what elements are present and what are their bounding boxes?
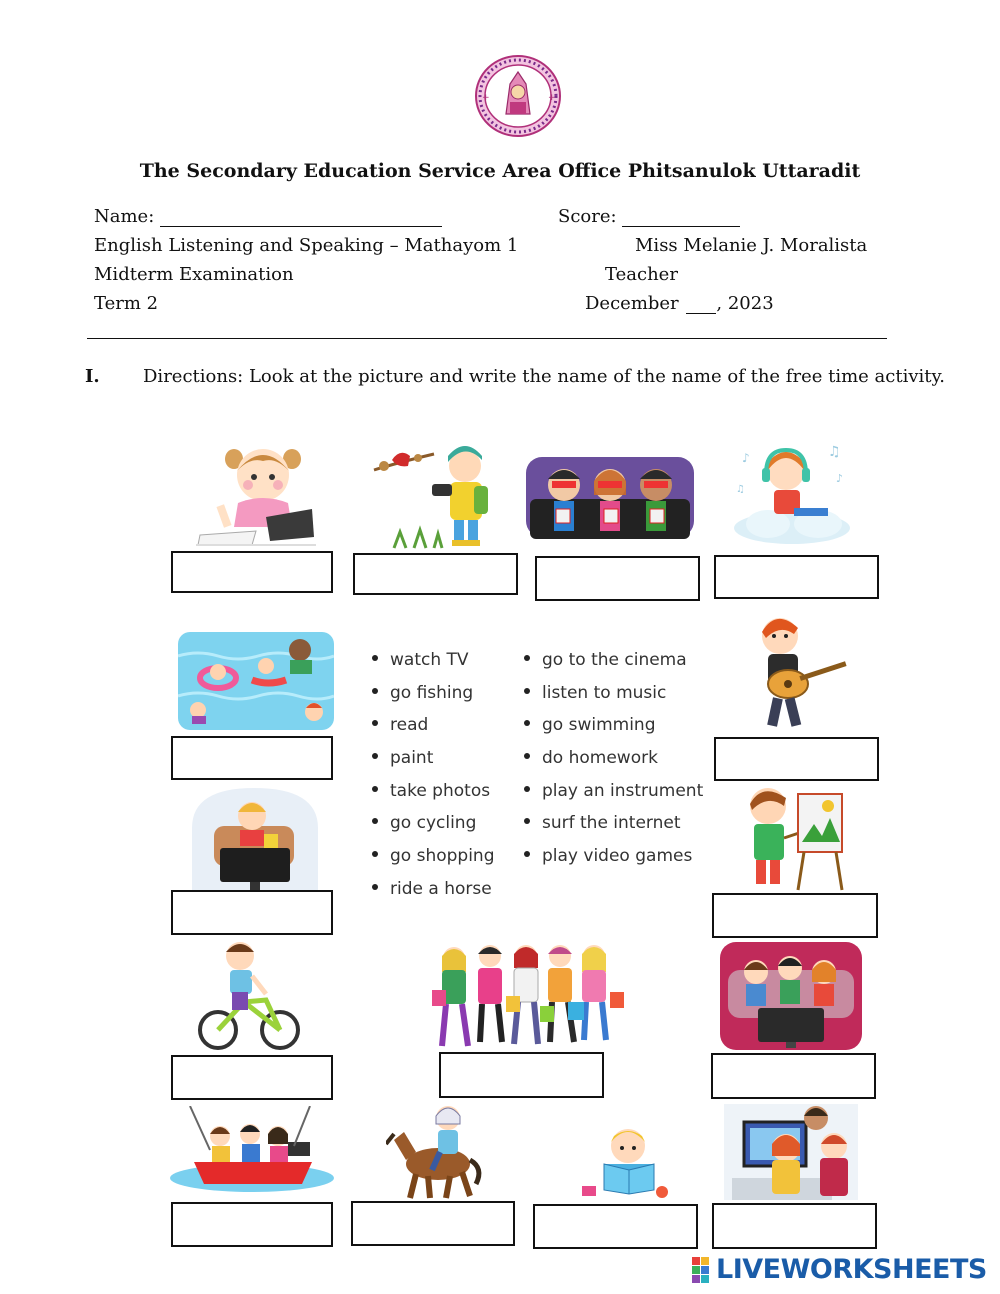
svg-text:+: + (548, 93, 556, 103)
svg-text:♫: ♫ (736, 484, 745, 495)
page-title: The Secondary Education Service Area Office Phitsanulok Uttaradit (139, 160, 861, 182)
answer-input[interactable] (537, 558, 698, 599)
date-month: December (585, 293, 679, 314)
score-line (558, 206, 740, 227)
svg-text:♪: ♪ (836, 472, 844, 485)
answer-box[interactable] (535, 556, 700, 601)
date-line (585, 293, 774, 314)
course-title: English Listening and Speaking – Mathayom 1 (94, 235, 519, 256)
word-bank-text: go fishing (390, 682, 474, 703)
take-photos-picture-icon (370, 432, 490, 550)
answer-box[interactable] (171, 736, 333, 780)
guitar-picture-icon (748, 612, 854, 730)
bullet-icon (372, 884, 378, 890)
directions-text: Directions: Look at the picture and write the name of the name of the free time activity. (143, 366, 945, 387)
swimming-picture-icon (178, 626, 334, 732)
answer-box[interactable] (712, 1203, 877, 1249)
word-bank-item (524, 742, 703, 775)
word-bank-item (524, 644, 703, 677)
word-bank-left (372, 644, 495, 906)
word-bank-text: play an instrument (542, 780, 704, 801)
answer-box[interactable] (439, 1052, 604, 1098)
word-bank-item (372, 742, 495, 775)
answer-input[interactable] (173, 738, 331, 778)
word-bank-right (524, 644, 703, 873)
term-label: Term 2 (94, 293, 159, 314)
answer-input[interactable] (716, 739, 877, 779)
word-bank-item (524, 709, 703, 742)
teacher-name: Miss Melanie J. Moralista (635, 235, 868, 256)
score-label: Score: (558, 206, 617, 227)
word-bank-text: go cycling (390, 813, 477, 834)
word-bank-item (372, 807, 495, 840)
listen-music-picture-icon (728, 432, 858, 548)
bullet-icon (372, 720, 378, 726)
word-bank-text: go shopping (390, 846, 495, 867)
word-bank-item (372, 840, 495, 873)
word-bank-text: go to the cinema (542, 650, 687, 670)
answer-input[interactable] (714, 895, 876, 936)
svg-text:+: + (482, 93, 490, 103)
exam-title: Midterm Examination (94, 264, 294, 285)
name-label: Name: (94, 206, 155, 227)
answer-input[interactable] (713, 1055, 874, 1097)
name-blank[interactable] (160, 226, 442, 227)
word-bank-text: read (390, 715, 429, 736)
video-games-picture-icon (190, 788, 320, 892)
date-day-blank[interactable] (686, 313, 716, 314)
word-bank-item (524, 775, 703, 808)
answer-input[interactable] (353, 1203, 513, 1244)
answer-box[interactable] (714, 555, 879, 599)
word-bank-text: watch TV (390, 650, 469, 670)
word-bank-text: go swimming (542, 715, 656, 736)
word-bank-text: do homework (542, 748, 658, 769)
bullet-icon (372, 818, 378, 824)
bullet-icon (372, 753, 378, 759)
watch-tv-picture-icon (720, 942, 862, 1050)
word-bank-text: paint (390, 748, 434, 769)
word-bank-item (372, 677, 495, 710)
bullet-icon (372, 851, 378, 857)
answer-input[interactable] (714, 1205, 875, 1247)
cycling-picture-icon (196, 940, 302, 1052)
bullet-icon (524, 851, 530, 857)
header-divider (87, 338, 887, 339)
bullet-icon (524, 655, 530, 661)
shopping-picture-icon (428, 942, 628, 1050)
score-blank[interactable] (622, 226, 740, 227)
word-bank-item (372, 644, 495, 677)
answer-box[interactable] (171, 890, 333, 935)
word-bank-item (524, 677, 703, 710)
bullet-icon (372, 688, 378, 694)
word-bank-item (524, 807, 703, 840)
word-bank-text: surf the internet (542, 813, 681, 834)
svg-text:♫: ♫ (828, 444, 841, 460)
word-bank-text: play video games (542, 846, 693, 867)
do-homework-picture-icon (196, 437, 321, 547)
svg-text:♪: ♪ (742, 451, 750, 465)
bullet-icon (524, 720, 530, 726)
teacher-label: Teacher (605, 264, 678, 285)
answer-input[interactable] (173, 1204, 331, 1245)
answer-box[interactable] (533, 1204, 698, 1249)
bullet-icon (524, 786, 530, 792)
answer-box[interactable] (171, 1202, 333, 1247)
answer-input[interactable] (173, 553, 331, 591)
section-number: I. (85, 366, 100, 387)
word-bank-item (372, 709, 495, 742)
bullet-icon (372, 655, 378, 661)
answer-box[interactable] (714, 737, 879, 781)
word-bank-text: ride a horse (390, 878, 492, 899)
fishing-picture-icon (170, 1106, 336, 1198)
horse-riding-picture-icon (386, 1104, 486, 1200)
reading-picture-icon (576, 1128, 672, 1200)
name-line (94, 206, 442, 227)
answer-box[interactable] (353, 553, 518, 595)
answer-box[interactable] (171, 1055, 333, 1100)
word-bank-item (524, 840, 703, 873)
date-year: , 2023 (716, 293, 774, 314)
bullet-icon (524, 818, 530, 824)
answer-input[interactable] (441, 1054, 602, 1096)
answer-box[interactable] (711, 1053, 876, 1099)
cinema-picture-icon (526, 455, 694, 549)
school-seal-icon (474, 54, 562, 138)
word-bank-item (372, 873, 495, 906)
liveworksheets-brand[interactable]: LIVEWORKSHEETS (716, 1254, 987, 1285)
painting-picture-icon (738, 784, 848, 892)
answer-box[interactable] (712, 893, 878, 938)
answer-input[interactable] (355, 555, 516, 593)
word-bank-text: listen to music (542, 682, 667, 703)
answer-input[interactable] (173, 1057, 331, 1098)
bullet-icon (524, 688, 530, 694)
bullet-icon (524, 753, 530, 759)
word-bank-item (372, 775, 495, 808)
answer-input[interactable] (535, 1206, 696, 1247)
answer-input[interactable] (716, 557, 877, 597)
answer-box[interactable] (351, 1201, 515, 1246)
word-bank-text: take photos (390, 780, 491, 801)
bullet-icon (372, 786, 378, 792)
answer-box[interactable] (171, 551, 333, 593)
answer-input[interactable] (173, 892, 331, 933)
internet-picture-icon (724, 1104, 858, 1200)
